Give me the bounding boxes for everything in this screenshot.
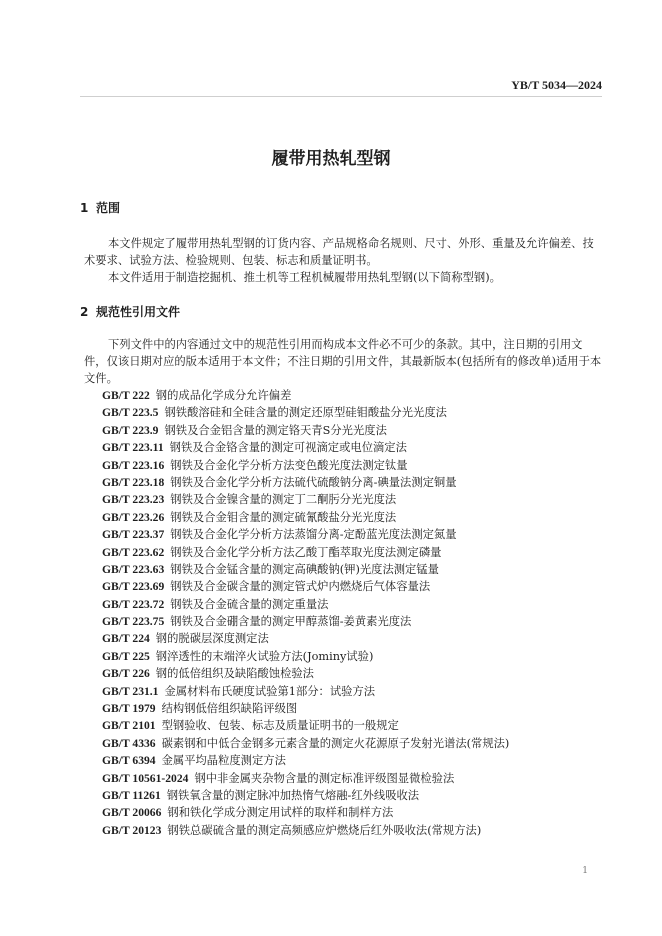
reference-title: 钢和铁化学成分测定用试样的取样和制样方法 [167, 806, 394, 820]
scope-paragraph-2: 本文件适用于制造挖掘机、推土机等工程机械履带用热轧型钢(以下简称型钢)。 [108, 271, 501, 284]
reference-title: 钢铁及合金硫含量的测定重量法 [170, 597, 329, 611]
reference-item [102, 509, 622, 526]
reference-item [102, 665, 622, 682]
section-2-number: 2 [80, 305, 89, 319]
reference-title: 钢的成品化学成分允许偏差 [155, 389, 292, 402]
reference-item [102, 717, 622, 734]
reference-title: 结构钢低倍组织缺陷评级图 [161, 702, 298, 716]
reference-code: GB/T 20123 [102, 823, 162, 837]
reference-item [102, 387, 622, 404]
header-divider [80, 96, 602, 97]
reference-code: GB/T 223.75 [102, 615, 165, 629]
reference-item [102, 822, 622, 839]
reference-code: GB/T 6394 [102, 754, 156, 768]
reference-code: GB/T 222 [102, 389, 150, 402]
reference-code: GB/T 226 [102, 667, 150, 681]
reference-title: 钢淬透性的末端淬火试验方法(Jominy试验) [155, 649, 374, 663]
reference-title: 钢中非金属夹杂物含量的测定标准评级图显微检验法 [194, 771, 455, 785]
reference-item [102, 422, 622, 439]
section-2-heading [80, 303, 180, 320]
reference-code: GB/T 1979 [102, 702, 156, 716]
reference-code: GB/T 11261 [102, 788, 161, 802]
reference-title: 钢铁及合金钼含量的测定硫氰酸盐分光光度法 [170, 510, 397, 524]
reference-title: 钢铁及合金铬含量的测定可视滴定或电位滴定法 [169, 441, 407, 455]
reference-code: GB/T 2101 [102, 719, 156, 733]
reference-code: GB/T 223.5 [102, 406, 159, 420]
scope-paragraph-1: 本文件规定了履带用热轧型钢的订货内容、产品规格命名规则、尺寸、外形、重量及允许偏差、技术要求、试验方法、检验规则、包装、标志和质量证明书。 [84, 237, 594, 267]
reference-title: 钢铁及合金锰含量的测定高碘酸钠(钾)光度法测定锰量 [170, 562, 439, 576]
reference-code: GB/T 4336 [102, 736, 156, 750]
reference-title: 钢铁总碳硫含量的测定高频感应炉燃烧后红外吸收法(常规方法) [167, 823, 482, 837]
reference-item [102, 578, 622, 595]
reference-title: 钢的低倍组织及缺陷酸蚀检验法 [155, 667, 314, 681]
reference-title: 钢铁及合金化学分析方法变色酸光度法测定钛量 [170, 458, 408, 472]
reference-code: GB/T 225 [102, 649, 150, 663]
reference-item [102, 735, 622, 752]
reference-title: 金属材料布氏硬度试验第1部分：试验方法 [164, 684, 376, 698]
reference-title: 型钢验收、包装、标志及质量证明书的一般规定 [161, 719, 399, 733]
reference-code: GB/T 223.9 [102, 423, 159, 437]
section-2-title: 规范性引用文件 [96, 305, 181, 319]
reference-item [102, 630, 622, 647]
reference-title: 钢铁及合金铝含量的测定铬天青S分光光度法 [164, 423, 387, 437]
reference-code: GB/T 223.69 [102, 580, 165, 594]
reference-title: 钢铁氧含量的测定脉冲加热惰气熔融-红外线吸收法 [166, 788, 420, 802]
reference-title: 钢铁及合金硼含量的测定甲醇蒸馏-姜黄素光度法 [170, 615, 412, 629]
reference-code: GB/T 223.63 [102, 562, 165, 576]
reference-item [102, 491, 622, 508]
reference-title: 钢铁及合金化学分析方法硫代硫酸钠分离-碘量法测定铜量 [170, 475, 457, 489]
document-title: 履带用热轧型钢 [271, 149, 391, 169]
reference-code: GB/T 223.26 [102, 510, 165, 524]
standard-code: YB/T 5034—2024 [511, 78, 602, 92]
reference-title: 钢铁酸溶硅和全硅含量的测定还原型硅钼酸盐分光光度法 [164, 406, 447, 420]
reference-title: 金属平均晶粒度测定方法 [161, 754, 286, 768]
reference-list [102, 387, 622, 839]
reference-item [102, 648, 622, 665]
reference-item [102, 613, 622, 630]
reference-item [102, 561, 622, 578]
reference-item [102, 439, 622, 456]
reference-item [102, 787, 622, 804]
reference-code: GB/T 223.16 [102, 458, 165, 472]
reference-code: GB/T 223.37 [102, 528, 165, 542]
reference-item [102, 700, 622, 717]
reference-code: GB/T 224 [102, 632, 150, 646]
reference-code: GB/T 223.18 [102, 475, 165, 489]
reference-item [102, 474, 622, 491]
reference-code: GB/T 231.1 [102, 684, 159, 698]
reference-item [102, 770, 622, 787]
reference-code: GB/T 223.72 [102, 597, 165, 611]
reference-code: GB/T 20066 [102, 806, 162, 820]
section-1-number: 1 [80, 201, 89, 215]
reference-title: 钢铁及合金镍含量的测定丁二酮肟分光光度法 [170, 493, 397, 507]
section-1-heading [80, 199, 120, 216]
reference-item [102, 526, 622, 543]
reference-item [102, 404, 622, 421]
reference-code: GB/T 10561-2024 [102, 771, 189, 785]
reference-item [102, 752, 622, 769]
reference-title: 碳素钢和中低合金钢多元素含量的测定火花源原子发射光谱法(常规法) [161, 736, 510, 750]
reference-title: 钢的脱碳层深度测定法 [155, 632, 269, 646]
reference-item [102, 683, 622, 700]
reference-item [102, 457, 622, 474]
reference-code: GB/T 223.62 [102, 545, 165, 559]
reference-code: GB/T 223.11 [102, 441, 164, 455]
section-1-title: 范围 [96, 201, 121, 215]
reference-item [102, 596, 622, 613]
reference-item [102, 544, 622, 561]
reference-title: 钢铁及合金化学分析方法乙酸丁酯萃取光度法测定磷量 [170, 545, 442, 559]
references-intro: 下列文件中的内容通过文中的规范性引用而构成本文件必不可少的条款。其中，注日期的引用文件，仅该日期对应的版本适用于本文件；不注日期的引用文件，其最新版本(包括所有的修改单)适用于本文件。 [84, 338, 602, 385]
reference-title: 钢铁及合金化学分析方法蒸馏分离-定酚蓝光度法测定氮量 [170, 528, 457, 542]
page-number: 1 [582, 866, 588, 876]
reference-item [102, 804, 622, 821]
reference-code: GB/T 223.23 [102, 493, 165, 507]
reference-title: 钢铁及合金碳含量的测定管式炉内燃烧后气体容量法 [170, 580, 431, 594]
